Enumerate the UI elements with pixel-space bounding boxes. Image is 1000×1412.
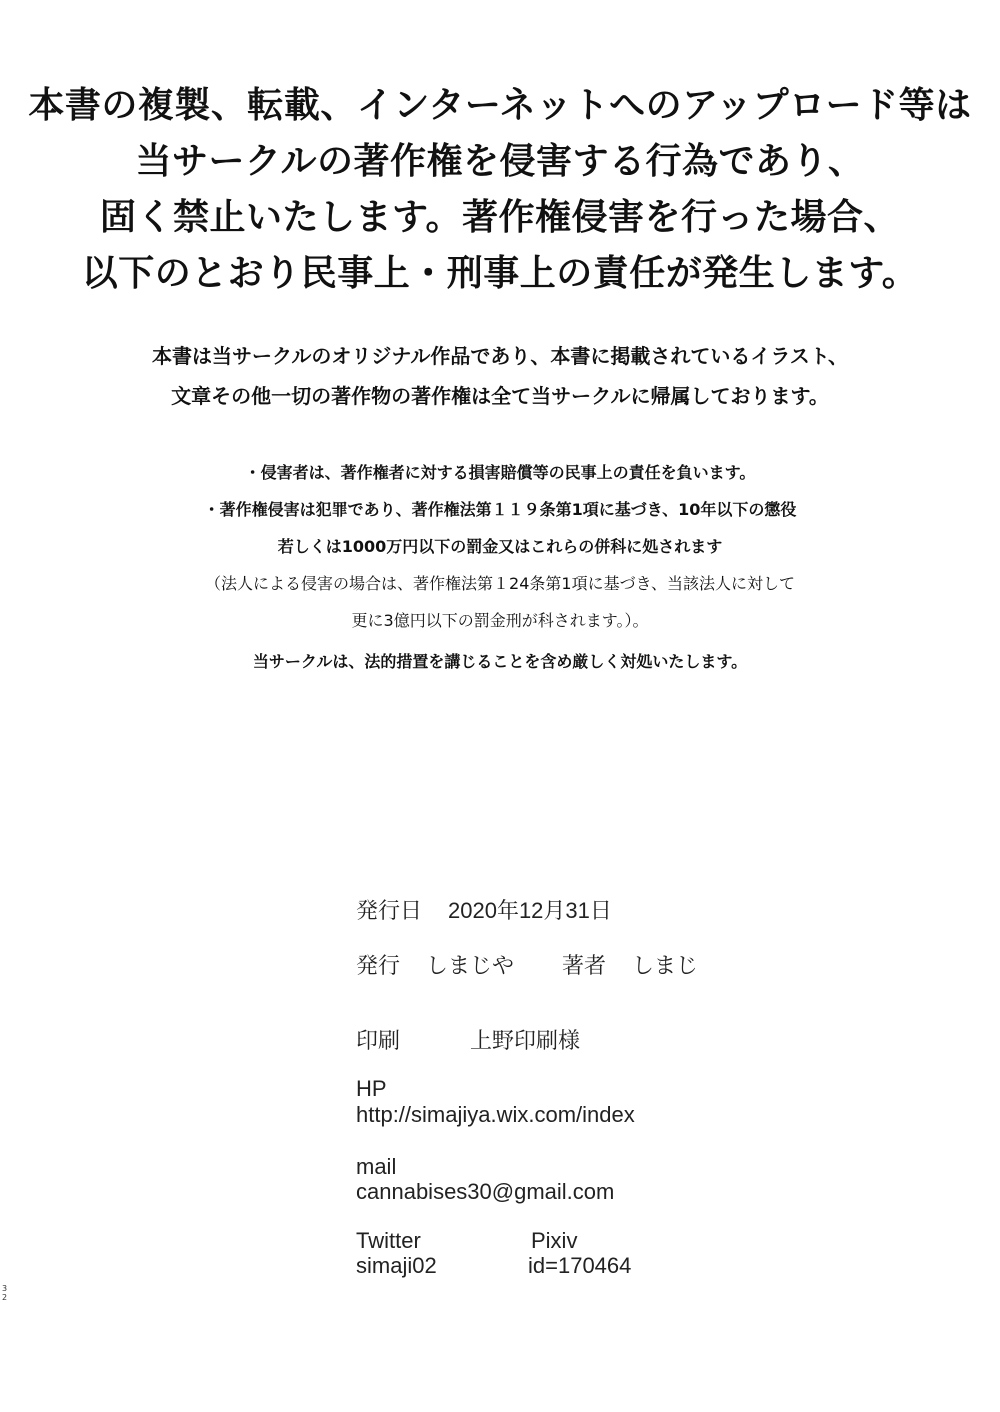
page-number: 32 (2, 1284, 8, 1302)
legal-line: 当サークルは、法的措置を講じることを含め厳しく対処いたします。 (252, 652, 748, 671)
legal-notes (0, 454, 1000, 680)
publisher-label-wrap (356, 953, 400, 979)
legal-line: ・侵害者は、著作権者に対する損害賠償等の民事上の責任を負います。 (244, 463, 756, 482)
ownership-statement (0, 336, 1000, 416)
warning-line: 本書の複製、転載、インターネットへのアップロード等は (28, 85, 972, 126)
printer-label-wrap (356, 1028, 400, 1054)
publisher-value: しまじや (426, 953, 515, 978)
legal-line: 若しくは1000万円以下の罰金又はこれらの併科に処されます (277, 537, 723, 556)
hp-url-wrap (356, 1102, 635, 1128)
hp-url-link[interactable]: http://simajiya.wix.com/index (356, 1102, 635, 1127)
printer-label: 印刷 (356, 1028, 401, 1053)
author-label: 著者 (562, 953, 607, 978)
author-value-wrap (632, 953, 698, 979)
mail-address-link[interactable]: cannabises30@gmail.com (356, 1179, 615, 1204)
hp-label-wrap (356, 1076, 387, 1102)
mail-label: mail (356, 1154, 397, 1179)
publisher-label: 発行 (356, 953, 401, 978)
copyright-warning-heading (0, 78, 1000, 302)
issue-date-value-wrap (448, 898, 612, 924)
twitter-label: Twitter (356, 1228, 421, 1253)
twitter-handle: simaji02 (356, 1253, 437, 1278)
author-value: しまじ (632, 953, 699, 978)
twitter-label-wrap (356, 1228, 421, 1254)
hp-label: HP (356, 1076, 387, 1101)
issue-date-row (356, 898, 422, 924)
mail-label-wrap (356, 1154, 396, 1180)
warning-line: 固く禁止いたします。著作権侵害を行った場合、 (99, 197, 901, 238)
printer-value-wrap (470, 1028, 580, 1054)
legal-line: 更に3億円以下の罰金刑が科されます。）。 (351, 611, 649, 630)
publisher-value-wrap (426, 953, 514, 979)
pixiv-label: Pixiv (531, 1228, 578, 1253)
warning-line: 以下のとおり民事上・刑事上の責任が発生します。 (81, 253, 919, 294)
mail-address-wrap (356, 1179, 614, 1205)
legal-line: （法人による侵害の場合は、著作権法第１24条第1項に基づき、当該法人に対して (205, 574, 795, 593)
twitter-handle-wrap (356, 1253, 437, 1279)
statement-line: 文章その他一切の著作物の著作権は全て当サークルに帰属しております。 (171, 384, 829, 408)
printer-value: 上野印刷様 (470, 1028, 581, 1053)
pixiv-id-wrap (528, 1253, 631, 1279)
issue-date-value: 2020年12月31日 (448, 898, 612, 923)
pixiv-label-wrap (531, 1228, 577, 1254)
legal-line: ・著作権侵害は犯罪であり、著作権法第１１９条第1項に基づき、10年以下の懲役 (203, 500, 797, 519)
warning-line: 当サークルの著作権を侵害する行為であり、 (135, 141, 865, 182)
author-label-wrap (562, 953, 606, 979)
statement-line: 本書は当サークルのオリジナル作品であり、本書に掲載されているイラスト、 (152, 344, 848, 368)
issue-date-label: 発行日 (356, 898, 423, 923)
pixiv-id: id=170464 (528, 1253, 632, 1278)
